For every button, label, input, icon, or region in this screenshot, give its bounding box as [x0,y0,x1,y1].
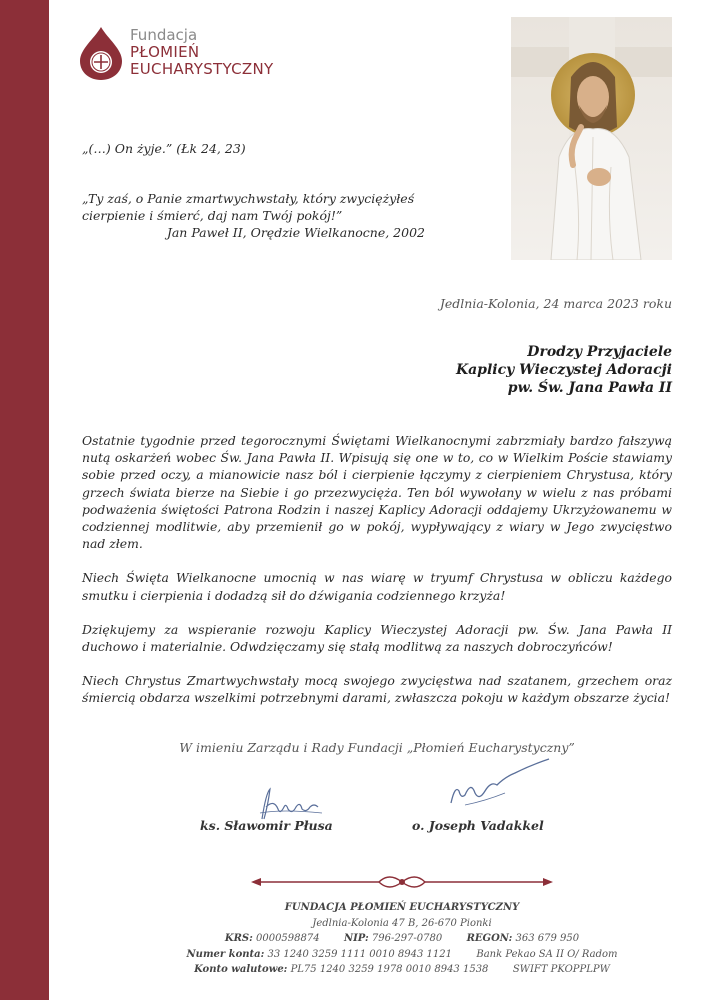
letter-date: Jedlnia-Kolonia, 24 marca 2023 roku [439,296,672,311]
signature-2-image [445,755,555,815]
account-value: 33 1240 3259 1111 0010 8943 1121 [267,948,452,960]
krs-label: KRS: [224,933,253,944]
logo-line-1: Fundacja [130,26,198,44]
body-paragraph: Niech Święta Wielkanocne umocnią w nas wiarę w tryumf Chrystusa w obliczu każdego smutku i cierpienia i dodadzą sił do dźwigania codziennego krzyża! [82,570,672,603]
signatory-1-name: ks. Sławomir Płusa [200,818,333,833]
papal-quote-line-2: cierpienie i śmierć, daj nam Twój pokój!” [82,208,343,223]
left-accent-bar [0,0,49,1000]
papal-quote-source: Jan Paweł II, Orędzie Wielkanocne, 2002 [166,225,425,240]
body-paragraph: Dziękujemy za wspieranie rozwoju Kaplicy Wieczystej Adoracji pw. Św. Jana Pawła II duchowo i materialnie. Odwdzięczamy się stałą modlitwą za naszych dobroczyńców! [82,621,672,655]
decorative-divider [247,870,557,894]
body-paragraph: Ostatnie tygodnie przed tegorocznymi Świętami Wielkanocnymi zabrzmiały bardzo fałszywą nutą oskarżeń wobec Św. Jana Pawła II. Wpisują się one w to, co w Wielkim Poście stawiamy sobie przed oczy, a mianowicie nasz ból i cierpienie łączymy z cierpieniem Chrystusa, który grzech świata bierze na Siebie i go przezwycięża. Ten ból wywołany w wielu z nas próbami podważenia świętości Patrona Rodzin i naszej Kaplicy Adoracji oddajemy Ukrzyżowanemu w codziennej modlitwie, aby przemienił go w pokój, wypływający z wiary w Jego zwycięstwo nad złem. [82,433,672,552]
salutation-line-1: Drodzy Przyjaciele [527,344,672,360]
regon-label: REGON: [466,933,513,944]
salutation-line-3: pw. Św. Jana Pawła II [507,380,672,396]
scripture-quote: „(…) On żyje.” (Łk 24, 23) [82,141,246,156]
krs-value: 0000598874 [255,933,320,944]
logo-line-2: PŁOMIEŃ [130,43,200,61]
body-paragraph: Niech Chrystus Zmartwychwstały mocą swojego zwycięstwa nad szatanem, grzechem oraz śmiercią obdarza wszelkimi potrzebnymi darami, zwłaszcza pokoju w każdym obszarze życia! [82,673,672,706]
bank-name: Bank Pekao SA II O/ Radom [476,948,618,960]
footer-address: Jedlnia-Kolonia 47 B, 26-670 Pionki [312,917,492,929]
flame-host-icon [78,25,124,81]
fx-account-label: Konto walutowe: [194,964,288,975]
swift-code: SWIFT PKOPPLPW [512,964,610,975]
footer-registry-line [82,931,707,947]
footer-account-line [82,947,707,963]
nip-value: 796-297-0780 [371,933,443,944]
fx-account-value: PL75 1240 3259 1978 0010 8943 1538 [290,964,489,975]
signatory-2-name: o. Joseph Vadakkel [412,818,544,833]
regon-value: 363 679 950 [515,933,580,944]
foundation-logo [78,25,278,83]
footer [82,900,707,978]
footer-title: FUNDACJA PŁOMIEŃ EUCHARYSTYCZNY [284,902,520,913]
papal-quote [82,190,427,241]
logo-line-3: EUCHARYSTYCZNY [130,60,274,78]
risen-christ-icon-image [511,17,672,260]
footer-fx-line [82,962,707,978]
letter-body [82,432,672,724]
nip-label: NIP: [343,933,369,944]
salutation-line-2: Kaplicy Wieczystej Adoracji [455,362,672,378]
account-label: Numer konta: [186,948,265,960]
papal-quote-line-1: „Ty zaś, o Panie zmartwychwstały, który zwyciężyłeś [82,191,415,206]
closing-line: W imieniu Zarządu i Rady Fundacji „Płomień Eucharystyczny” [179,740,575,755]
salutation [456,343,672,397]
